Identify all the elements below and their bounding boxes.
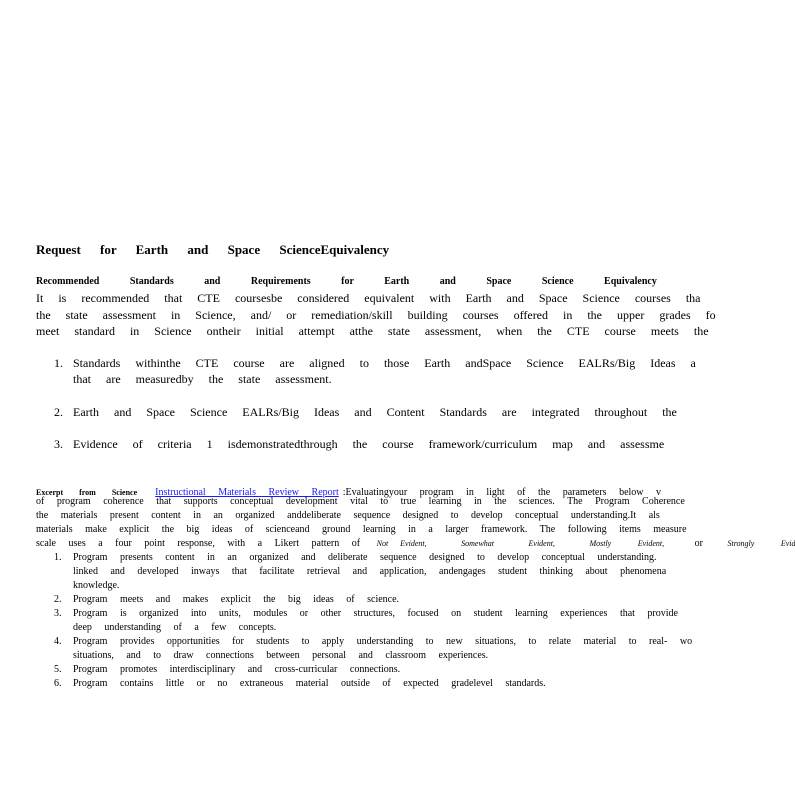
- intro-line: meet standard in Science ontheir initial attempt atthe state assessment, when the CTE course meets the: [36, 324, 709, 338]
- list-item: knowledge.: [73, 580, 120, 591]
- list-number: 1.: [54, 552, 62, 563]
- list-number: 3.: [54, 608, 62, 619]
- excerpt-line: materials make explicit the big ideas of scienceand ground learning in a larger framework. The following items measure: [36, 524, 687, 535]
- likert-intro: scale uses a four point response, with a Likert pattern of: [36, 538, 361, 549]
- list-item: Program contains little or no extraneous material outside of expected gradelevel standards.: [73, 678, 546, 689]
- recommended-heading: Recommended Standards and Requirements for Earth and Space Science Equivalency: [36, 276, 657, 287]
- likert-term: Evident,: [528, 539, 555, 548]
- list-number: 3.: [54, 437, 63, 451]
- list-item: that are measuredby the state assessment.: [73, 372, 332, 386]
- document-title: Request for Earth and Space ScienceEquivalency: [36, 242, 390, 257]
- list-item: linked and developed inways that facilitate retrieval and application, andengages student thinking about phenomena: [73, 566, 667, 577]
- list-number: 2.: [54, 594, 62, 605]
- likert-term: Somewhat: [461, 539, 494, 548]
- list-number: 5.: [54, 664, 62, 675]
- list-number: 6.: [54, 678, 62, 689]
- excerpt-first-line-text: :Evaluatingyour program in light of the parameters below v: [342, 487, 662, 498]
- likert-term: Evident,: [637, 539, 665, 548]
- list-item: Program meets and makes explicit the big ideas of science.: [73, 594, 400, 605]
- list-item: Earth and Space Science EALRs/Big Ideas and Content Standards are integrated throughout the: [73, 405, 677, 419]
- list-item: Program promotes interdisciplinary and cross-curricular connections.: [73, 664, 401, 675]
- likert-or: or: [694, 538, 703, 549]
- list-number: 1.: [54, 356, 63, 370]
- intro-line: It is recommended that CTE coursesbe considered equivalent with Earth and Space Science courses tha: [36, 291, 701, 305]
- list-number: 2.: [54, 405, 63, 419]
- list-item: Evidence of criteria 1 isdemonstratedthrough the course framework/curriculum map and assessme: [73, 437, 665, 451]
- likert-line: [36, 538, 795, 549]
- list-item: situations, and to draw connections between personal and classroom experiences.: [73, 650, 489, 661]
- list-item: Program presents content in an organized and deliberate sequence designed to develop conceptual understanding.: [73, 552, 657, 563]
- list-item: deep understanding of a few concepts.: [73, 622, 277, 633]
- list-item: Program is organized into units, modules or other structures, focused on student learning experiences that provide: [73, 608, 678, 619]
- list-number: 4.: [54, 636, 62, 647]
- list-item: Program provides opportunities for students to apply understanding to new situations, to relate material to real- wo: [73, 636, 693, 647]
- likert-term: Evid: [780, 539, 795, 548]
- likert-term: Strongly: [727, 539, 755, 548]
- list-item: Standards withinthe CTE course are aligned to those Earth andSpace Science EALRs/Big Ideas a: [73, 356, 696, 370]
- likert-term: Mostly: [589, 539, 612, 548]
- excerpt-label: Excerpt from Science: [36, 488, 138, 497]
- excerpt-line: of program coherence that supports conceptual development vital to true learning in the sciences. The Program Coherence: [36, 496, 685, 507]
- excerpt-line: the materials present content in an organized anddeliberate sequence designed to develop conceptual understanding.It als: [36, 510, 660, 521]
- likert-term: Not Evident,: [376, 539, 427, 548]
- intro-line: the state assessment in Science, and/ or remediation/skill building courses offered in the upper grades fo: [36, 308, 716, 322]
- review-report-link[interactable]: Instructional Materials Review Report: [155, 487, 339, 498]
